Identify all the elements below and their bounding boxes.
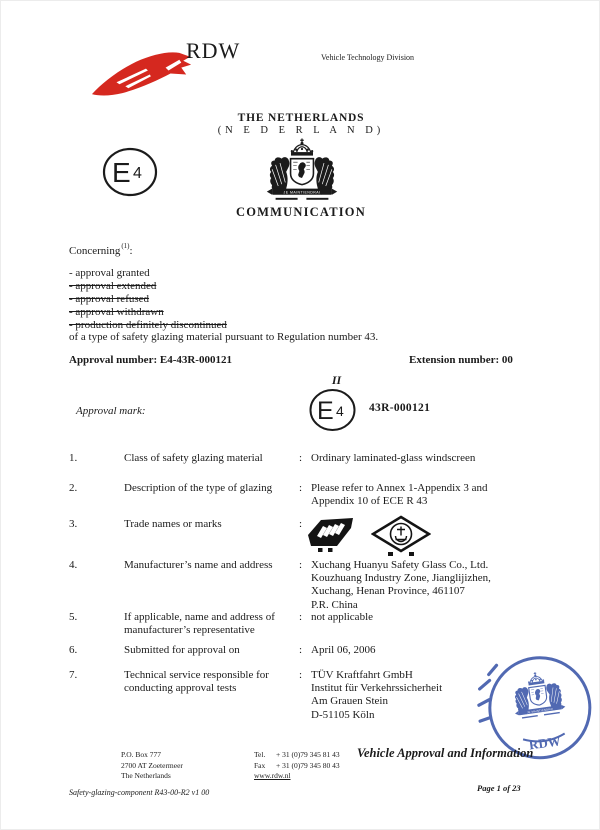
hexagon-glass-logo-icon — [305, 515, 357, 553]
item-value: Ordinary laminated-glass windscreen — [311, 452, 476, 464]
division-title: Vehicle Technology Division — [321, 53, 415, 62]
item-label: Manufacturer’s name and address — [124, 559, 273, 571]
footer-tagline: Vehicle Approval and Information — [357, 746, 534, 760]
website-link[interactable]: www.rdw.nl — [254, 771, 291, 780]
extension-number: Extension number: 00 — [409, 354, 513, 366]
e-mark-letter: E — [317, 397, 334, 425]
footnote-ref: (1) — [121, 242, 130, 250]
e4-mark-small-icon — [309, 388, 356, 432]
item-label: Trade names or marks — [124, 518, 222, 530]
item-row-4 — [69, 559, 557, 612]
item-number: 5. — [69, 611, 78, 623]
item-value: April 06, 2006 — [311, 644, 376, 656]
e-mark-number: 4 — [133, 165, 142, 182]
item-colon: : — [299, 518, 303, 530]
item-row-5 — [69, 611, 557, 637]
approval-mark-label: Approval mark: — [76, 405, 146, 417]
concerning-line — [69, 242, 133, 257]
option-approval-granted: - approval granted — [69, 267, 150, 279]
item-label: Description of the type of glazing — [124, 482, 273, 494]
item-value: Please refer to Annex 1-Appendix 3 and Appendix 10 of ECE R 43 — [311, 482, 488, 508]
concerning-label: Concerning — [69, 245, 121, 257]
rdw-wing-logo-icon — [89, 45, 197, 99]
item-label: Class of safety glazing material — [124, 452, 263, 464]
item-colon: : — [299, 452, 303, 464]
approval-number: Approval number: E4-43R-000121 — [69, 354, 232, 366]
item-colon: : — [299, 482, 303, 494]
document-reference: Safety-glazing-component R43-00-R2 v1 00 — [69, 788, 210, 797]
e4-approval-mark-icon — [102, 147, 158, 197]
footer-address: P.O. Box 777 2700 AT Zoetermeer The Netherlands — [121, 750, 183, 780]
option-approval-extended: - approval extended — [69, 280, 157, 292]
diamond-emblem-logo-icon — [371, 515, 431, 557]
item-value: Xuchang Huanyu Safety Glass Co., Ltd. Kouzhuang Industry Zone, Jianglijizhen, Xuchang, Henan Province, 461107 P.R. China — [311, 559, 491, 611]
item-colon: : — [299, 559, 303, 571]
footer-contact — [254, 750, 340, 782]
item-row-1 — [69, 452, 557, 465]
item-number: 6. — [69, 644, 78, 656]
stamp-rdw-text: RDW — [528, 733, 562, 753]
page-number: Page 1 of 23 — [477, 783, 521, 793]
item-label: If applicable, name and address of manufacturer’s representative — [124, 611, 275, 637]
item-colon: : — [299, 669, 303, 681]
item-row-3 — [69, 518, 557, 557]
option-approval-withdrawn: - approval withdrawn — [69, 306, 164, 318]
item-colon: : — [299, 611, 303, 623]
item-row-2 — [69, 482, 557, 508]
netherlands-coat-of-arms-icon — [258, 138, 346, 204]
fax-line: Fax + 31 (0)79 345 80 43 — [254, 760, 340, 770]
item-value: not applicable — [311, 611, 374, 623]
subject-line: of a type of safety glazing material pursuant to Regulation number 43. — [69, 331, 379, 343]
communication-title: COMMUNICATION — [236, 205, 366, 219]
item-colon: : — [299, 644, 303, 656]
option-production-discontinued: - production definitely discontinued — [69, 319, 227, 331]
e-mark-letter: E — [112, 157, 131, 188]
item-number: 1. — [69, 452, 78, 464]
item-number: 7. — [69, 669, 78, 681]
item-number: 3. — [69, 518, 78, 530]
concerning-colon: : — [129, 245, 133, 257]
trade-marks — [305, 515, 557, 557]
concerning-options — [69, 267, 227, 332]
country-title: THE NETHERLANDS — [237, 112, 365, 124]
item-value: TÜV Kraftfahrt GmbH Institut für Verkehrssicherheit Am Grauen Stein D-51105 Köln — [311, 669, 443, 721]
item-label: Submitted for approval on — [124, 644, 240, 656]
option-approval-refused: - approval refused — [69, 293, 150, 305]
e-mark-number: 4 — [336, 403, 344, 419]
country-native-title: (N E D E R L A N D) — [217, 125, 385, 136]
glazing-class-numeral: II — [331, 373, 342, 387]
tel-line: Tel. + 31 (0)79 345 81 43 — [254, 750, 340, 759]
item-label: Technical service responsible for conducting approval tests — [124, 669, 269, 695]
item-number: 2. — [69, 482, 78, 494]
item-number: 4. — [69, 559, 78, 571]
approval-mark-number: 43R-000121 — [369, 402, 431, 414]
brand-wordmark: RDW — [186, 38, 241, 63]
